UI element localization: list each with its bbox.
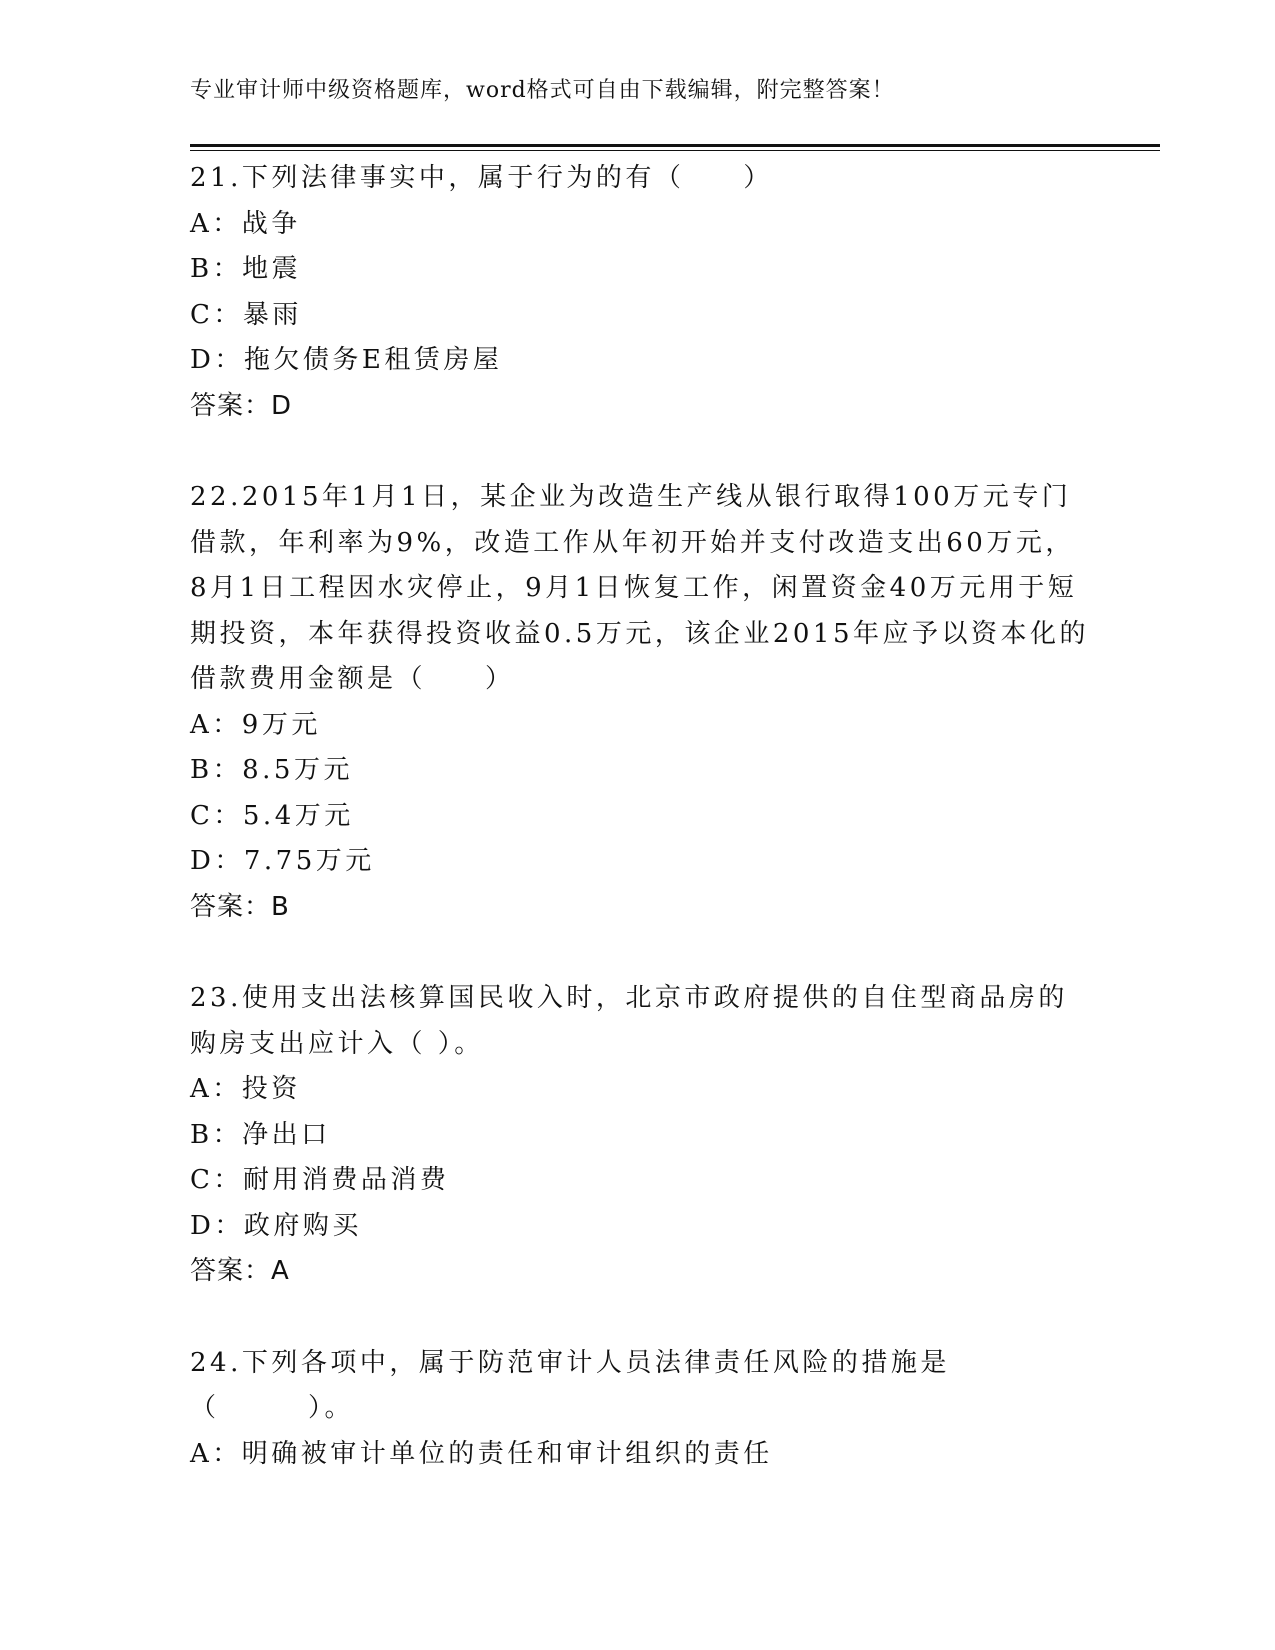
question-stem: 22.2015年1月1日，某企业为改造生产线从银行取得100万元专门借款，年利率为9%，改造工作从年初开始并支付改造支出60万元，8月1日工程因水灾停止，9月1日恢复工作，闲置资金40万元用于短期投资，本年获得投资收益0.5万元，该企业2015年应予以资本化的借款费用金额是（ ）: [190, 482, 1090, 694]
option-d: D：7.75万元: [190, 846, 375, 876]
answer: 答案：B: [190, 891, 290, 922]
option-a: A：明确被审计单位的责任和审计组织的责任: [190, 1438, 773, 1469]
option-d: D：政府购买: [190, 1210, 362, 1241]
option-d: D：拖欠债务E租赁房屋: [190, 345, 503, 375]
answer: 答案：D: [190, 390, 293, 421]
header-rule-thin: [190, 150, 1160, 151]
option-a: A：9万元: [190, 709, 321, 740]
question-22: [190, 475, 1090, 930]
option-a: A：投资: [190, 1074, 301, 1104]
option-a: A：战争: [190, 208, 301, 239]
question-stem: 23.使用支出法核算国民收入时，北京市政府提供的自住型商品房的购房支出应计入（ ）。: [190, 983, 1068, 1059]
question-stem: 21.下列法律事实中，属于行为的有（ ）: [190, 163, 773, 193]
question-24: [190, 1341, 1090, 1478]
option-c: C：5.4万元: [190, 800, 354, 831]
header-rule-thick: [190, 144, 1160, 147]
option-b: B：地震: [190, 254, 302, 284]
header-text: 专业审计师中级资格题库，word格式可自由下载编辑，附完整答案！: [190, 78, 895, 103]
option-b: B：净出口: [190, 1119, 331, 1150]
question-stem: 24.下列各项中，属于防范审计人员法律责任风险的措施是（ ）。: [190, 1347, 950, 1423]
question-list: [190, 156, 1090, 1523]
option-b: B：8.5万元: [190, 755, 353, 785]
question-21: [190, 156, 1090, 429]
answer: 答案：A: [190, 1256, 290, 1286]
option-c: C：暴雨: [190, 299, 302, 330]
question-23: [190, 976, 1090, 1295]
option-c: C：耐用消费品消费: [190, 1165, 450, 1195]
